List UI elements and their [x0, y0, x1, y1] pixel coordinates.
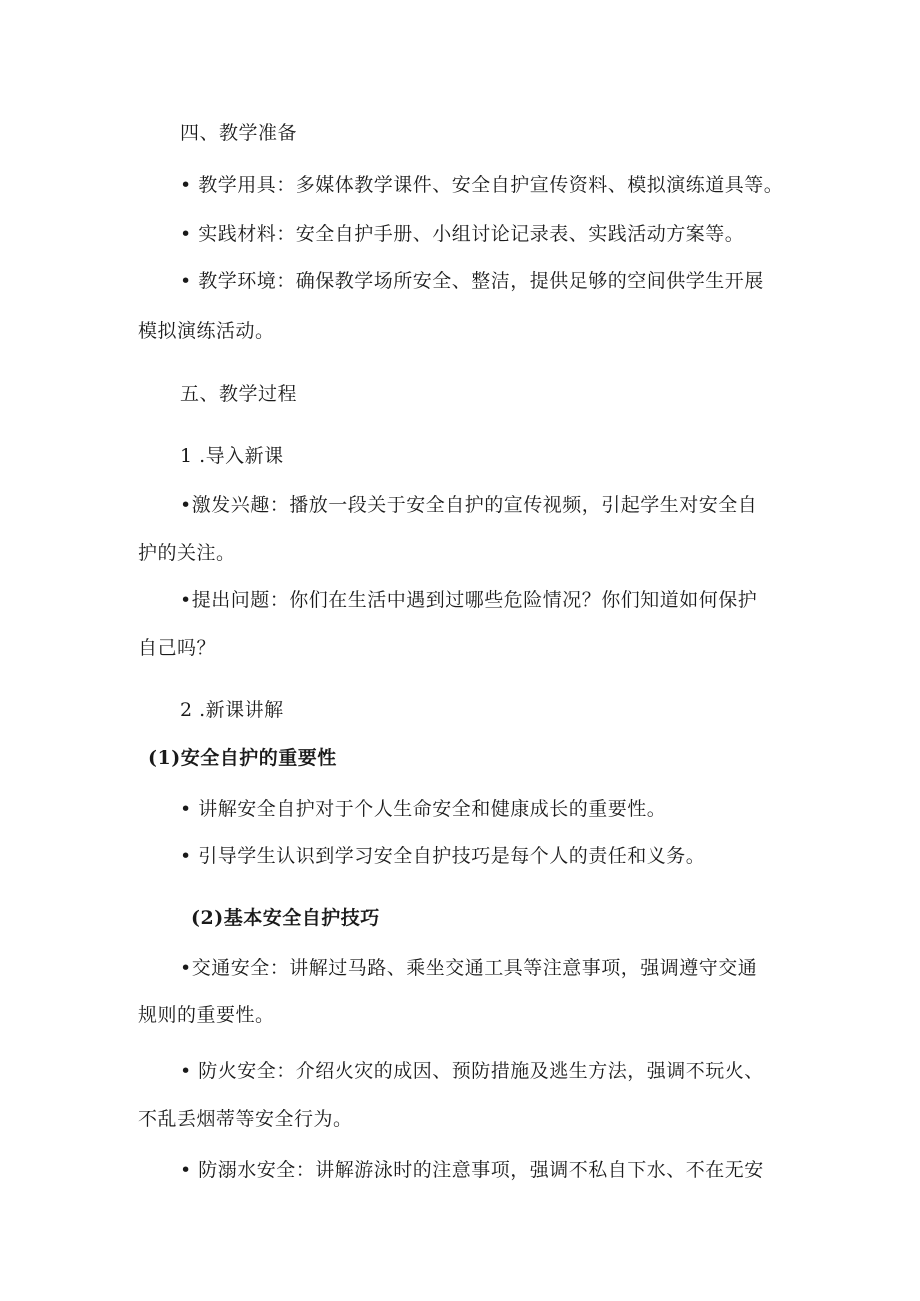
subsection-2-item1-line1: •交通安全：讲解过马路、乘坐交通工具等注意事项，强调遵守交通 [180, 957, 758, 979]
step-2-heading: 2 .新课讲解 [180, 699, 284, 721]
prep-item-environment-line2: 模拟演练活动。 [138, 320, 275, 342]
prep-item-materials: • 实践材料：安全自护手册、小组讨论记录表、实践活动方案等。 [180, 223, 745, 245]
step-1-heading: 1 .导入新课 [180, 445, 284, 467]
subsection-1-heading: (1)安全自护的重要性 [148, 747, 337, 769]
prep-item-environment-line1: • 教学环境：确保教学场所安全、整洁，提供足够的空间供学生开展 [180, 270, 764, 292]
step-1-item2-line2: 自己吗？ [138, 637, 217, 659]
section-5-heading: 五、教学过程 [180, 383, 298, 405]
prep-item-tools: • 教学用具：多媒体教学课件、安全自护宣传资料、模拟演练道具等。 [180, 174, 784, 196]
subsection-2-item1-line2: 规则的重要性。 [138, 1004, 275, 1026]
subsection-2-item2-line1: • 防火安全：介绍火灾的成因、预防措施及逃生方法，强调不玩火、 [180, 1060, 764, 1082]
subsection-2-heading: (2)基本安全自护技巧 [191, 907, 380, 929]
step-1-item1-line1: •激发兴趣：播放一段关于安全自护的宣传视频，引起学生对安全自 [180, 494, 758, 516]
subsection-1-item2: • 引导学生认识到学习安全自护技巧是每个人的责任和义务。 [180, 845, 706, 867]
subsection-2-item3-line1: • 防溺水安全：讲解游泳时的注意事项，强调不私自下水、不在无安 [180, 1159, 764, 1181]
section-4-heading: 四、教学准备 [180, 122, 298, 144]
step-1-item1-line2: 护的关注。 [138, 542, 236, 564]
subsection-2-item2-line2: 不乱丢烟蒂等安全行为。 [138, 1108, 353, 1130]
step-1-item2-line1: •提出问题：你们在生活中遇到过哪些危险情况？你们知道如何保护 [180, 589, 758, 611]
subsection-1-item1: • 讲解安全自护对于个人生命安全和健康成长的重要性。 [180, 798, 667, 820]
